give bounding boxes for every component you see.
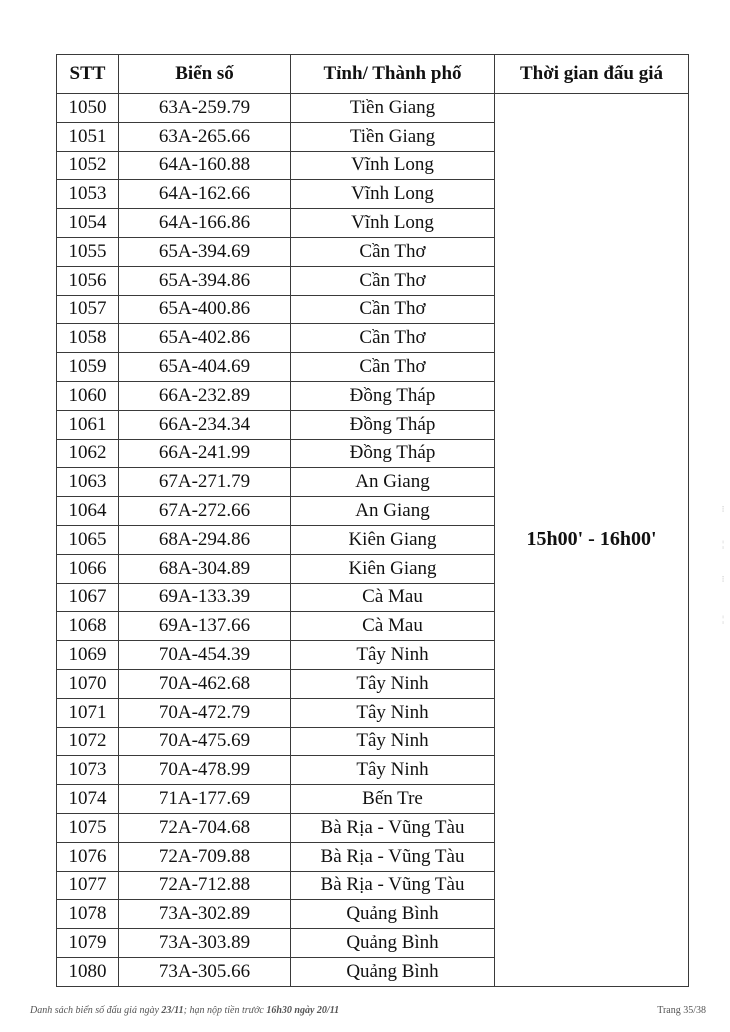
row-province: Tây Ninh: [291, 669, 495, 698]
row-stt: 1071: [57, 698, 119, 727]
row-plate: 66A-232.89: [119, 381, 291, 410]
row-stt: 1077: [57, 871, 119, 900]
row-plate: 70A-472.79: [119, 698, 291, 727]
edge-mark: ¦: [722, 614, 724, 624]
row-province: Quảng Bình: [291, 957, 495, 986]
row-province: Bà Rịa - Vũng Tàu: [291, 842, 495, 871]
row-stt: 1062: [57, 439, 119, 468]
row-province: Cà Mau: [291, 583, 495, 612]
row-plate: 65A-400.86: [119, 295, 291, 324]
row-province: Đồng Tháp: [291, 381, 495, 410]
row-stt: 1054: [57, 209, 119, 238]
row-stt: 1070: [57, 669, 119, 698]
row-plate: 64A-166.86: [119, 209, 291, 238]
row-plate: 66A-241.99: [119, 439, 291, 468]
row-plate: 73A-302.89: [119, 900, 291, 929]
row-province: Cần Thơ: [291, 295, 495, 324]
row-province: Tiền Giang: [291, 94, 495, 123]
row-stt: 1050: [57, 94, 119, 123]
row-province: An Giang: [291, 497, 495, 526]
edge-mark: ⁝: [721, 504, 725, 514]
row-stt: 1065: [57, 525, 119, 554]
footer-deadline: 16h30 ngày 20/11: [266, 1005, 340, 1016]
row-plate: 70A-475.69: [119, 727, 291, 756]
row-stt: 1078: [57, 900, 119, 929]
edge-mark: ¦: [722, 539, 724, 549]
row-plate: 69A-133.39: [119, 583, 291, 612]
row-province: Quảng Bình: [291, 900, 495, 929]
row-stt: 1052: [57, 151, 119, 180]
row-stt: 1079: [57, 929, 119, 958]
row-stt: 1051: [57, 122, 119, 151]
edge-mark: ⁝: [721, 574, 725, 584]
row-province: Tây Ninh: [291, 641, 495, 670]
row-plate: 69A-137.66: [119, 612, 291, 641]
row-plate: 73A-303.89: [119, 929, 291, 958]
table-body: [57, 94, 689, 987]
row-plate: 66A-234.34: [119, 410, 291, 439]
header-auction-time: Thời gian đấu giá: [495, 55, 689, 94]
page-footer: [30, 1005, 706, 1023]
row-plate: 70A-478.99: [119, 756, 291, 785]
header-plate: Biển số: [119, 55, 291, 94]
header-province: Tỉnh/ Thành phố: [291, 55, 495, 94]
row-province: Kiên Giang: [291, 554, 495, 583]
row-province: Cần Thơ: [291, 237, 495, 266]
row-plate: 70A-454.39: [119, 641, 291, 670]
row-province: Quảng Bình: [291, 929, 495, 958]
row-stt: 1064: [57, 497, 119, 526]
footer-note-middle: ; hạn nộp tiền trước: [183, 1005, 264, 1016]
row-province: Tây Ninh: [291, 727, 495, 756]
row-plate: 72A-704.68: [119, 813, 291, 842]
row-province: Cần Thơ: [291, 266, 495, 295]
page-number: Trang 35/38: [657, 1005, 706, 1016]
row-province: Cần Thơ: [291, 353, 495, 382]
row-province: Cà Mau: [291, 612, 495, 641]
row-stt: 1080: [57, 957, 119, 986]
row-plate: 65A-394.86: [119, 266, 291, 295]
row-province: Tiền Giang: [291, 122, 495, 151]
footer-note-prefix: Danh sách biển số đấu giá ngày: [30, 1005, 159, 1016]
row-plate: 63A-265.66: [119, 122, 291, 151]
row-stt: 1053: [57, 180, 119, 209]
row-plate: 63A-259.79: [119, 94, 291, 123]
row-stt: 1055: [57, 237, 119, 266]
footer-auction-date: 23/11: [161, 1005, 184, 1016]
row-stt: 1057: [57, 295, 119, 324]
row-stt: 1075: [57, 813, 119, 842]
row-province: Đồng Tháp: [291, 410, 495, 439]
row-stt: 1058: [57, 324, 119, 353]
row-plate: 64A-160.88: [119, 151, 291, 180]
row-province: Cần Thơ: [291, 324, 495, 353]
row-province: Tây Ninh: [291, 698, 495, 727]
row-plate: 65A-394.69: [119, 237, 291, 266]
row-plate: 67A-272.66: [119, 497, 291, 526]
row-province: An Giang: [291, 468, 495, 497]
row-stt: 1066: [57, 554, 119, 583]
row-province: Bà Rịa - Vũng Tàu: [291, 871, 495, 900]
row-plate: 65A-402.86: [119, 324, 291, 353]
row-stt: 1061: [57, 410, 119, 439]
row-plate: 65A-404.69: [119, 353, 291, 382]
row-province: Bến Tre: [291, 785, 495, 814]
row-stt: 1074: [57, 785, 119, 814]
row-plate: 67A-271.79: [119, 468, 291, 497]
row-plate: 64A-162.66: [119, 180, 291, 209]
row-plate: 72A-709.88: [119, 842, 291, 871]
row-plate: 68A-294.86: [119, 525, 291, 554]
row-province: Vĩnh Long: [291, 151, 495, 180]
row-plate: 70A-462.68: [119, 669, 291, 698]
row-plate: 68A-304.89: [119, 554, 291, 583]
row-province: Vĩnh Long: [291, 180, 495, 209]
row-plate: 73A-305.66: [119, 957, 291, 986]
row-stt: 1069: [57, 641, 119, 670]
row-stt: 1076: [57, 842, 119, 871]
row-province: Tây Ninh: [291, 756, 495, 785]
row-province: Kiên Giang: [291, 525, 495, 554]
row-province: Đồng Tháp: [291, 439, 495, 468]
table-row: [57, 94, 689, 123]
header-stt: STT: [57, 55, 119, 94]
table-header-row: [57, 55, 689, 94]
row-stt: 1067: [57, 583, 119, 612]
row-stt: 1068: [57, 612, 119, 641]
row-stt: 1073: [57, 756, 119, 785]
row-stt: 1063: [57, 468, 119, 497]
row-plate: 71A-177.69: [119, 785, 291, 814]
row-stt: 1072: [57, 727, 119, 756]
row-province: Bà Rịa - Vũng Tàu: [291, 813, 495, 842]
row-stt: 1059: [57, 353, 119, 382]
footer-note: [30, 1005, 339, 1016]
row-stt: 1056: [57, 266, 119, 295]
license-plate-table: [56, 54, 689, 987]
row-plate: 72A-712.88: [119, 871, 291, 900]
row-stt: 1060: [57, 381, 119, 410]
auction-time-cell: 15h00' - 16h00': [495, 94, 689, 987]
row-province: Vĩnh Long: [291, 209, 495, 238]
